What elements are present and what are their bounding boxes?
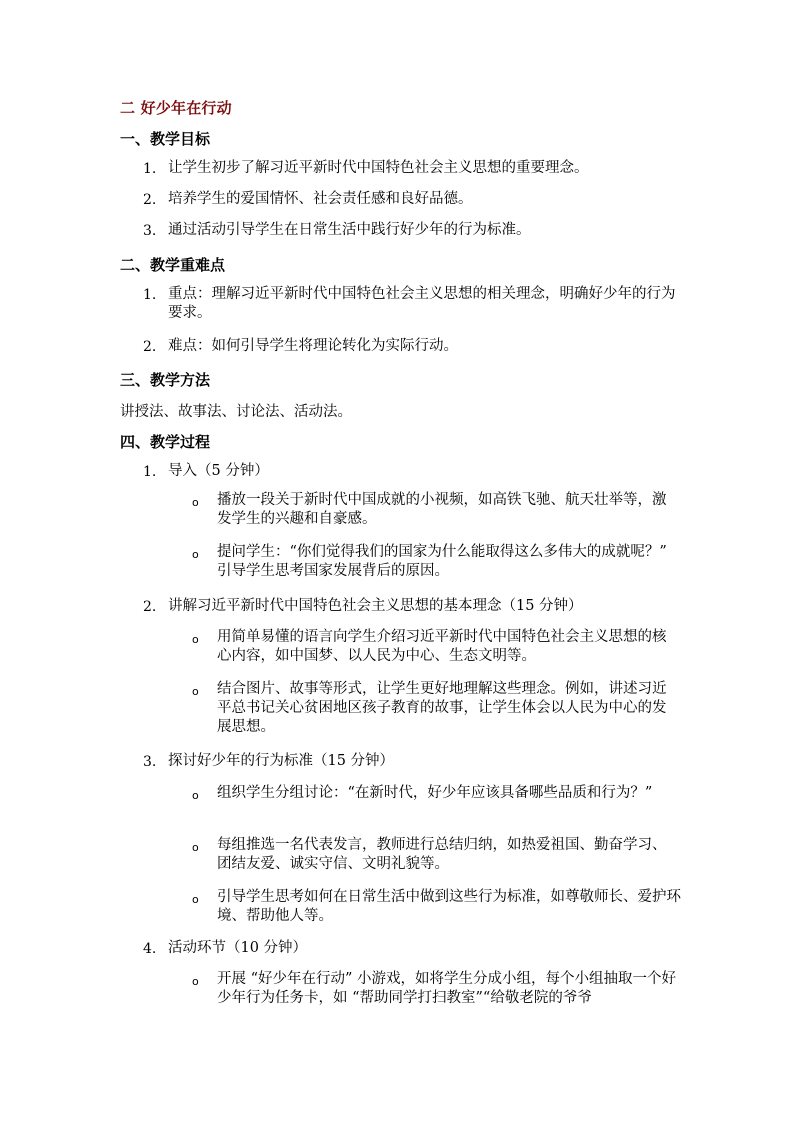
list-number: 4.	[143, 941, 157, 957]
section-heading-key-points: 二、教学重难点	[120, 256, 226, 274]
bullet-icon: o	[192, 789, 199, 802]
bullet-icon: o	[192, 496, 199, 509]
bullet-icon: o	[192, 975, 199, 988]
process-step-item: 引导学生思考如何在日常生活中做到这些行为标准，如尊敬师长、爱护环境、帮助他人等。	[217, 889, 681, 924]
list-number: 3.	[143, 223, 157, 239]
process-step-title: 活动环节（10 分钟）	[168, 940, 308, 956]
bullet-icon: o	[192, 633, 199, 646]
process-step-title: 导入（5 分钟）	[168, 463, 269, 479]
process-step-item: 组织学生分组讨论：“在新时代，好少年应该具备哪些品质和行为？”	[217, 785, 653, 801]
page-title: 二 好少年在行动	[120, 99, 232, 117]
goal-item: 让学生初步了解习近平新时代中国特色社会主义思想的重要理念。	[168, 160, 589, 176]
list-number: 1.	[143, 464, 157, 480]
goal-item: 培养学生的爱国情怀、社会责任感和良好品德。	[168, 191, 473, 207]
list-number: 2.	[143, 192, 157, 208]
section-heading-process: 四、教学过程	[120, 433, 211, 451]
section-heading-goals: 一、教学目标	[120, 130, 211, 148]
process-step-item: 结合图片、故事等形式，让学生更好地理解这些理念。例如，讲述习近平总书记关心贫困地区孩子教育的故事，让学生体会以人民为中心的发展思想。	[217, 681, 667, 735]
key-point-item: 重点：理解习近平新时代中国特色社会主义思想的相关理念，明确好少年的行为要求。	[168, 286, 676, 321]
bullet-icon: o	[192, 841, 199, 854]
key-point-item: 难点：如何引导学生将理论转化为实际行动。	[168, 338, 458, 354]
list-number: 3.	[143, 754, 157, 770]
list-number: 2.	[143, 599, 157, 615]
process-step-item: 播放一段关于新时代中国成就的小视频，如高铁飞驰、航天壮举等，激发学生的兴趣和自豪感。	[217, 492, 667, 527]
list-number: 1.	[143, 287, 157, 303]
bullet-icon: o	[192, 685, 199, 698]
methods-paragraph: 讲授法、故事法、讨论法、活动法。	[120, 404, 352, 420]
list-number: 2.	[143, 339, 157, 355]
process-step-item: 每组推选一名代表发言，教师进行总结归纳，如热爱祖国、勤奋学习、团结友爱、诚实守信、文明礼貌等。	[217, 837, 667, 872]
list-number: 1.	[143, 161, 157, 177]
process-step-title: 讲解习近平新时代中国特色社会主义思想的基本理念（15 分钟）	[168, 598, 583, 614]
process-step-item: 开展 “好少年在行动” 小游戏，如将学生分成小组，每个小组抽取一个好少年行为任务卡，如 “帮助同学打扫教室”“给敬老院的爷爷	[217, 971, 677, 1006]
goal-item: 通过活动引导学生在日常生活中践行好少年的行为标准。	[168, 222, 531, 238]
process-step-item: 提问学生：“你们觉得我们的国家为什么能取得这么多伟大的成就呢？” 引导学生思考国家发展背后的原因。	[217, 544, 667, 579]
section-heading-methods: 三、教学方法	[120, 371, 211, 389]
process-step-item: 用简单易懂的语言向学生介绍习近平新时代中国特色社会主义思想的核心内容，如中国梦、以人民为中心、生态文明等。	[217, 629, 667, 664]
bullet-icon: o	[192, 548, 199, 561]
process-step-title: 探讨好少年的行为标准（15 分钟）	[168, 753, 395, 769]
bullet-icon: o	[192, 893, 199, 906]
